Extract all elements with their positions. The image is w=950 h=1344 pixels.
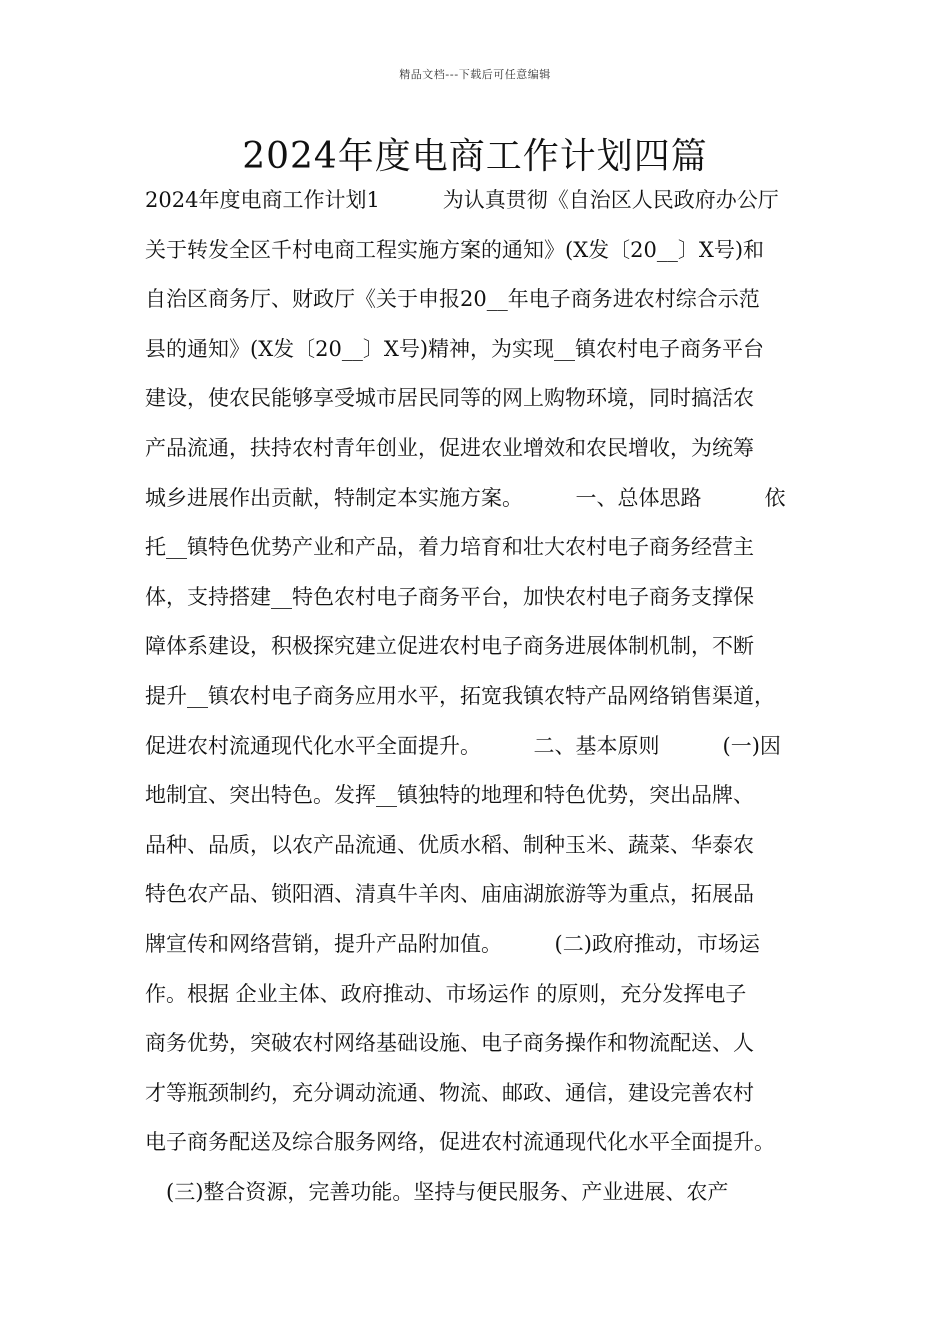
body-line: 商务优势，突破农村网络基础设施、电子商务操作和物流配送、人	[145, 1031, 754, 1056]
document-body	[145, 180, 825, 1221]
body-line: 电子商务配送及综合服务网络，促进农村流通现代化水平全面提升。	[145, 1130, 775, 1155]
body-line: 障体系建设，积极探究建立促进农村电子商务进展体制机制，不断	[145, 634, 754, 659]
body-line: 建设，使农民能够享受城市居民同等的网上购物环境，同时搞活农	[145, 386, 754, 411]
body-line: 提升__镇农村电子商务应用水平，拓宽我镇农特产品网络销售渠道，	[145, 683, 775, 708]
body-line: 体，支持搭建__特色农村电子商务平台，加快农村电子商务支撑保	[145, 584, 754, 609]
body-line: 县的通知》(X发〔20__〕X号)精神，为实现__镇农村电子商务平台	[145, 336, 765, 361]
body-line: 作。根据 企业主体、政府推动、市场运作 的原则，充分发挥电子	[145, 981, 747, 1006]
body-line: 品种、品质，以农产品流通、优质水稻、制种玉米、蔬菜、华泰农	[145, 832, 754, 857]
document-title: 2024年度电商工作计划四篇	[242, 136, 708, 177]
body-line: 牌宣传和网络营销，提升产品附加值。 (二)政府推动，市场运	[145, 931, 760, 956]
body-line: 关于转发全区千村电商工程实施方案的通知》(X发〔20__〕X号)和	[145, 237, 765, 262]
body-line: 城乡进展作出贡献，特制定本实施方案。 一、总体思路 依	[145, 485, 786, 510]
body-line: 地制宜、突出特色。发挥__镇独特的地理和特色优势，突出品牌、	[145, 783, 754, 808]
body-line: 促进农村流通现代化水平全面提升。 二、基本原则 (一)因	[145, 733, 781, 758]
body-line: 2024年度电商工作计划1 为认真贯彻《自治区人民政府办公厅	[145, 188, 779, 212]
body-line: (三)整合资源，完善功能。坚持与便民服务、产业进展、农产	[145, 1179, 729, 1204]
body-line: 特色农产品、锁阳酒、清真牛羊肉、庙庙湖旅游等为重点，拓展品	[145, 882, 754, 907]
body-line: 托__镇特色优势产业和产品，着力培育和壮大农村电子商务经营主	[145, 535, 754, 560]
body-line: 自治区商务厅、财政厅《关于申报20__年电子商务进农村综合示范	[145, 287, 760, 312]
header-watermark: 精品文档---下载后可任意编辑	[399, 68, 551, 81]
body-line: 产品流通，扶持农村青年创业，促进农业增效和农民增收，为统筹	[145, 435, 754, 460]
body-line: 才等瓶颈制约，充分调动流通、物流、邮政、通信，建设完善农村	[145, 1080, 754, 1105]
